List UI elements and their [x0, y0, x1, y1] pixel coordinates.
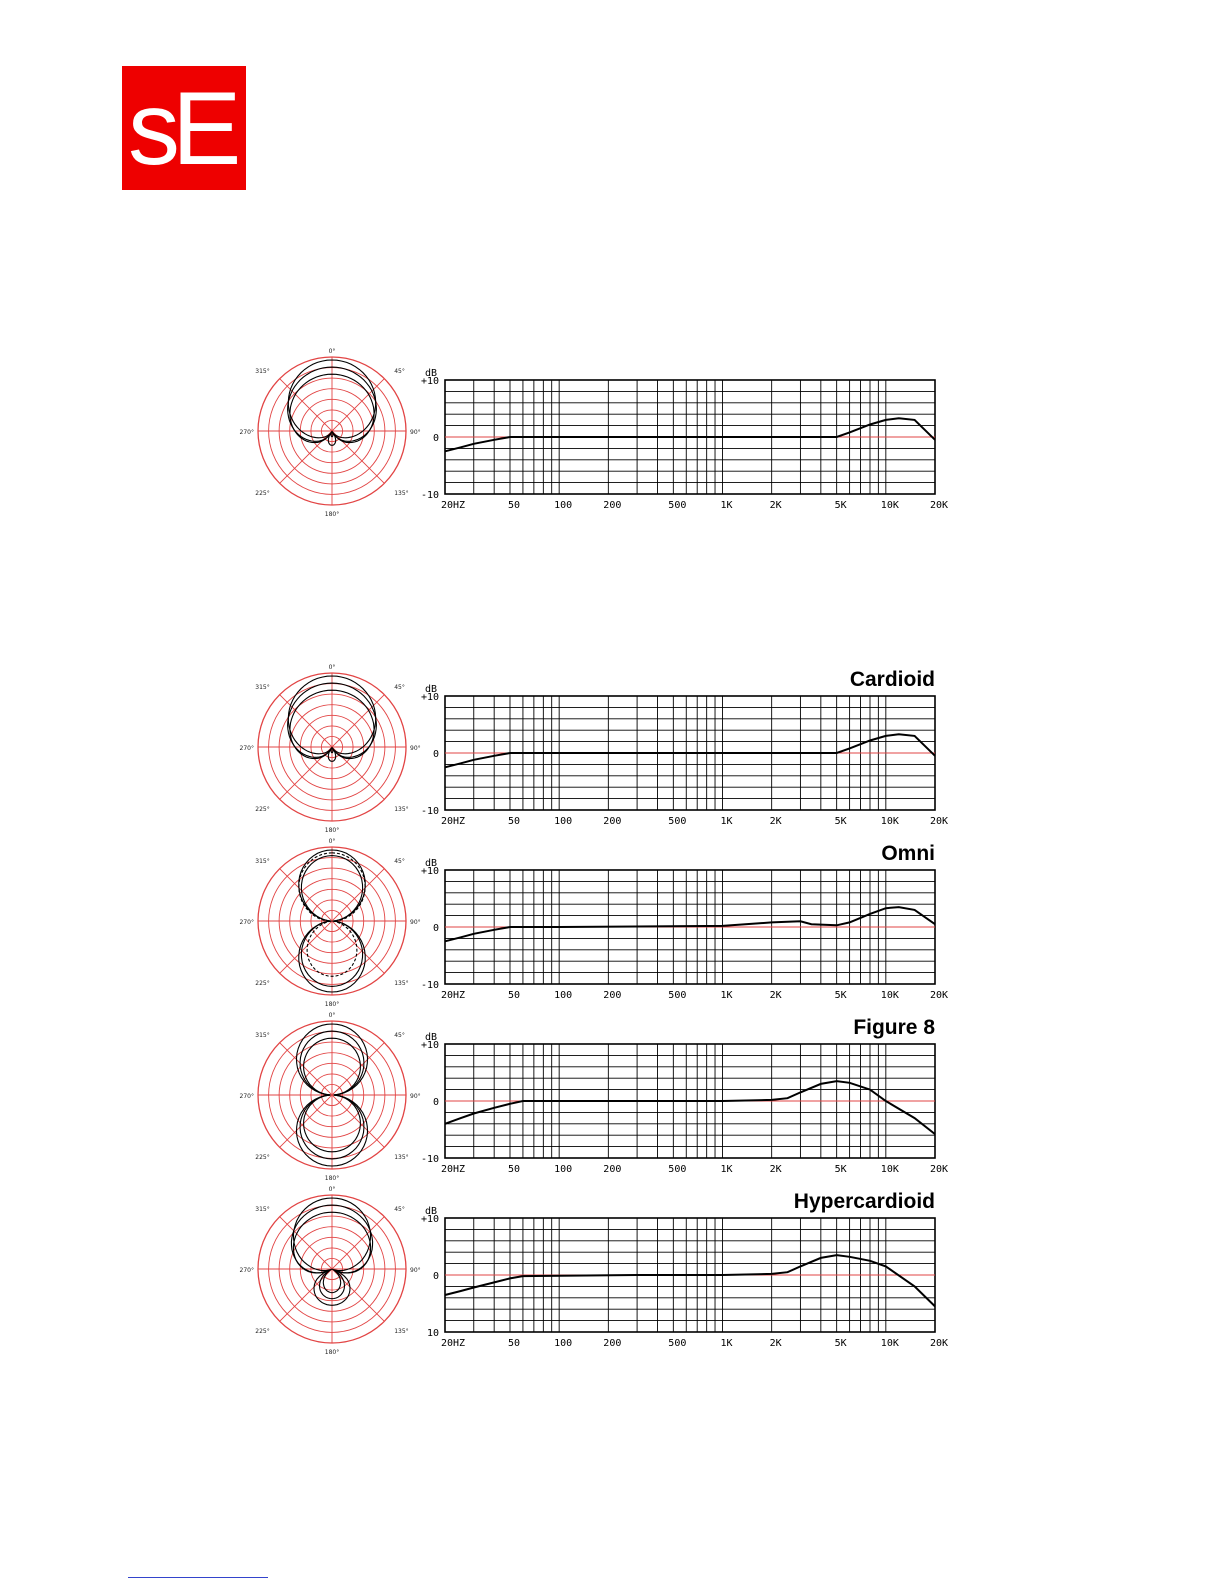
x-tick-label: 5K — [834, 816, 847, 827]
response-chart-cardioid — [232, 662, 972, 832]
polar-angle-label: 225° — [255, 1328, 270, 1336]
polar-angle-label: 135° — [394, 980, 409, 988]
polar-angle-label: 45° — [394, 1205, 405, 1213]
polar-angle-label: 90° — [410, 1093, 421, 1100]
polar-angle-label: 225° — [255, 1154, 270, 1162]
x-tick-label: 10K — [880, 500, 899, 511]
x-tick-label: 20K — [929, 1338, 949, 1349]
response-chart-hypercardioid — [232, 1184, 972, 1354]
x-tick-label: 500 — [668, 990, 687, 1001]
x-tick-label: 2K — [769, 990, 782, 1001]
x-tick-label: 100 — [554, 1164, 573, 1175]
se-logo — [122, 66, 246, 190]
frequency-response-plot — [421, 1016, 948, 1175]
y-axis-label: dB — [424, 684, 438, 695]
y-tick-label: 10 — [426, 1328, 439, 1339]
y-tick-label: 0 — [432, 1271, 439, 1282]
response-figure-cardioid — [232, 662, 972, 832]
x-tick-label: 50 — [507, 990, 521, 1001]
polar-angle-label: 135° — [394, 1154, 409, 1162]
y-tick-label: 0 — [432, 923, 439, 934]
x-tick-label: 50 — [507, 816, 521, 827]
response-curve — [445, 907, 935, 941]
x-tick-label: 100 — [554, 816, 573, 827]
response-curve — [445, 1255, 935, 1306]
x-tick-label: 200 — [603, 816, 622, 827]
polar-angle-label: 0° — [328, 838, 336, 845]
y-tick-label: 0 — [432, 749, 439, 760]
x-tick-label: 1K — [720, 500, 733, 511]
x-tick-label: 1K — [720, 1338, 733, 1349]
polar-angle-label: 270° — [239, 1093, 254, 1100]
polar-angle-label: 0° — [328, 348, 336, 355]
x-tick-label: 200 — [603, 1164, 622, 1175]
x-tick-label: 50 — [507, 500, 521, 511]
x-tick-label: 20K — [929, 1164, 949, 1175]
response-figure-hypercardioid — [232, 1184, 972, 1354]
polar-angle-label: 180° — [324, 1175, 340, 1180]
polar-angle-label: 45° — [394, 683, 405, 691]
x-tick-label: 10K — [880, 1164, 899, 1175]
polar-angle-label: 270° — [239, 429, 254, 436]
x-tick-label: 100 — [554, 500, 573, 511]
chart-title: Hypercardioid — [793, 1190, 935, 1213]
y-tick-label: -10 — [420, 1154, 439, 1165]
x-tick-label: 50 — [507, 1338, 521, 1349]
polar-angle-label: 180° — [324, 1001, 340, 1006]
polar-angle-label: 225° — [255, 806, 270, 814]
x-tick-label: 100 — [554, 1338, 573, 1349]
x-tick-label: 5K — [834, 1164, 847, 1175]
x-tick-label: 10K — [880, 990, 899, 1001]
y-tick-label: +10 — [420, 866, 439, 877]
polar-angle-label: 90° — [410, 1267, 421, 1274]
response-curve — [445, 418, 935, 451]
polar-plot — [240, 1186, 421, 1354]
x-tick-label: 2K — [769, 500, 782, 511]
response-figure-main — [232, 346, 972, 520]
x-tick-label: 20HZ — [440, 816, 466, 827]
footer-link-underline — [128, 1577, 268, 1578]
x-tick-label: 5K — [834, 990, 847, 1001]
x-tick-label: 200 — [603, 990, 622, 1001]
response-figure-omni — [232, 836, 972, 1006]
polar-angle-label: 0° — [328, 1186, 336, 1193]
y-tick-label: -10 — [420, 490, 439, 501]
y-tick-label: 0 — [432, 433, 439, 444]
response-curve — [445, 734, 935, 767]
polar-angle-label: 180° — [324, 1349, 340, 1354]
polar-angle-label: 135° — [394, 1328, 409, 1336]
polar-angle-label: 0° — [328, 1012, 336, 1019]
x-tick-label: 10K — [880, 1338, 899, 1349]
y-tick-label: -10 — [420, 806, 439, 817]
polar-angle-label: 90° — [410, 429, 421, 436]
polar-angle-label: 45° — [394, 367, 405, 375]
x-tick-label: 20HZ — [440, 500, 466, 511]
frequency-response-plot — [421, 842, 948, 1001]
frequency-response-plot — [421, 668, 948, 827]
y-axis-label: dB — [424, 368, 438, 379]
x-tick-label: 20K — [929, 816, 949, 827]
x-tick-label: 2K — [769, 1338, 782, 1349]
y-tick-label: +10 — [420, 692, 439, 703]
polar-angle-label: 270° — [239, 745, 254, 752]
polar-angle-label: 315° — [255, 367, 270, 375]
x-tick-label: 1K — [720, 816, 733, 827]
polar-plot — [240, 1012, 421, 1180]
y-axis-label: dB — [424, 1206, 438, 1217]
x-tick-label: 1K — [720, 990, 733, 1001]
x-tick-label: 20HZ — [440, 1164, 466, 1175]
logo-text: sE — [128, 71, 234, 187]
chart-title: Cardioid — [849, 668, 935, 691]
x-tick-label: 20K — [929, 500, 949, 511]
polar-angle-label: 225° — [255, 980, 270, 988]
polar-plot — [240, 348, 421, 518]
polar-angle-label: 90° — [410, 745, 421, 752]
polar-angle-label: 315° — [255, 1031, 270, 1039]
polar-angle-label: 270° — [239, 1267, 254, 1274]
x-tick-label: 100 — [554, 990, 573, 1001]
x-tick-label: 2K — [769, 816, 782, 827]
polar-angle-label: 315° — [255, 857, 270, 865]
x-tick-label: 50 — [507, 1164, 521, 1175]
response-figure-figure-8 — [232, 1010, 972, 1180]
response-chart-main — [232, 346, 972, 520]
polar-angle-label: 270° — [239, 919, 254, 926]
frequency-response-plot — [421, 1190, 948, 1349]
polar-angle-label: 135° — [394, 806, 409, 814]
polar-angle-label: 45° — [394, 857, 405, 865]
polar-angle-label: 180° — [324, 827, 340, 832]
chart-title: Figure 8 — [853, 1016, 935, 1039]
frequency-response-plot — [421, 368, 948, 511]
response-curve — [445, 1081, 935, 1134]
polar-angle-label: 225° — [255, 490, 270, 498]
polar-angle-label: 180° — [324, 511, 340, 518]
y-axis-label: dB — [424, 858, 438, 869]
x-tick-label: 5K — [834, 500, 847, 511]
x-tick-label: 20HZ — [440, 1338, 466, 1349]
x-tick-label: 20HZ — [440, 990, 466, 1001]
response-chart-figure-8 — [232, 1010, 972, 1180]
y-tick-label: +10 — [420, 376, 439, 387]
x-tick-label: 2K — [769, 1164, 782, 1175]
x-tick-label: 20K — [929, 990, 949, 1001]
polar-plot — [240, 664, 421, 832]
y-tick-label: 0 — [432, 1097, 439, 1108]
polar-angle-label: 45° — [394, 1031, 405, 1039]
polar-angle-label: 315° — [255, 1205, 270, 1213]
y-tick-label: +10 — [420, 1040, 439, 1051]
x-tick-label: 500 — [668, 816, 687, 827]
polar-angle-label: 90° — [410, 919, 421, 926]
polar-plot — [240, 838, 421, 1006]
response-chart-omni — [232, 836, 972, 1006]
chart-title: Omni — [881, 842, 935, 865]
polar-angle-label: 0° — [328, 664, 336, 671]
polar-angle-label: 135° — [394, 490, 409, 498]
y-tick-label: -10 — [420, 980, 439, 991]
x-tick-label: 200 — [603, 500, 622, 511]
x-tick-label: 1K — [720, 1164, 733, 1175]
y-axis-label: dB — [424, 1032, 438, 1043]
y-tick-label: +10 — [420, 1214, 439, 1225]
x-tick-label: 200 — [603, 1338, 622, 1349]
x-tick-label: 500 — [668, 500, 687, 511]
polar-angle-label: 315° — [255, 683, 270, 691]
x-tick-label: 10K — [880, 816, 899, 827]
x-tick-label: 5K — [834, 1338, 847, 1349]
x-tick-label: 500 — [668, 1338, 687, 1349]
x-tick-label: 500 — [668, 1164, 687, 1175]
